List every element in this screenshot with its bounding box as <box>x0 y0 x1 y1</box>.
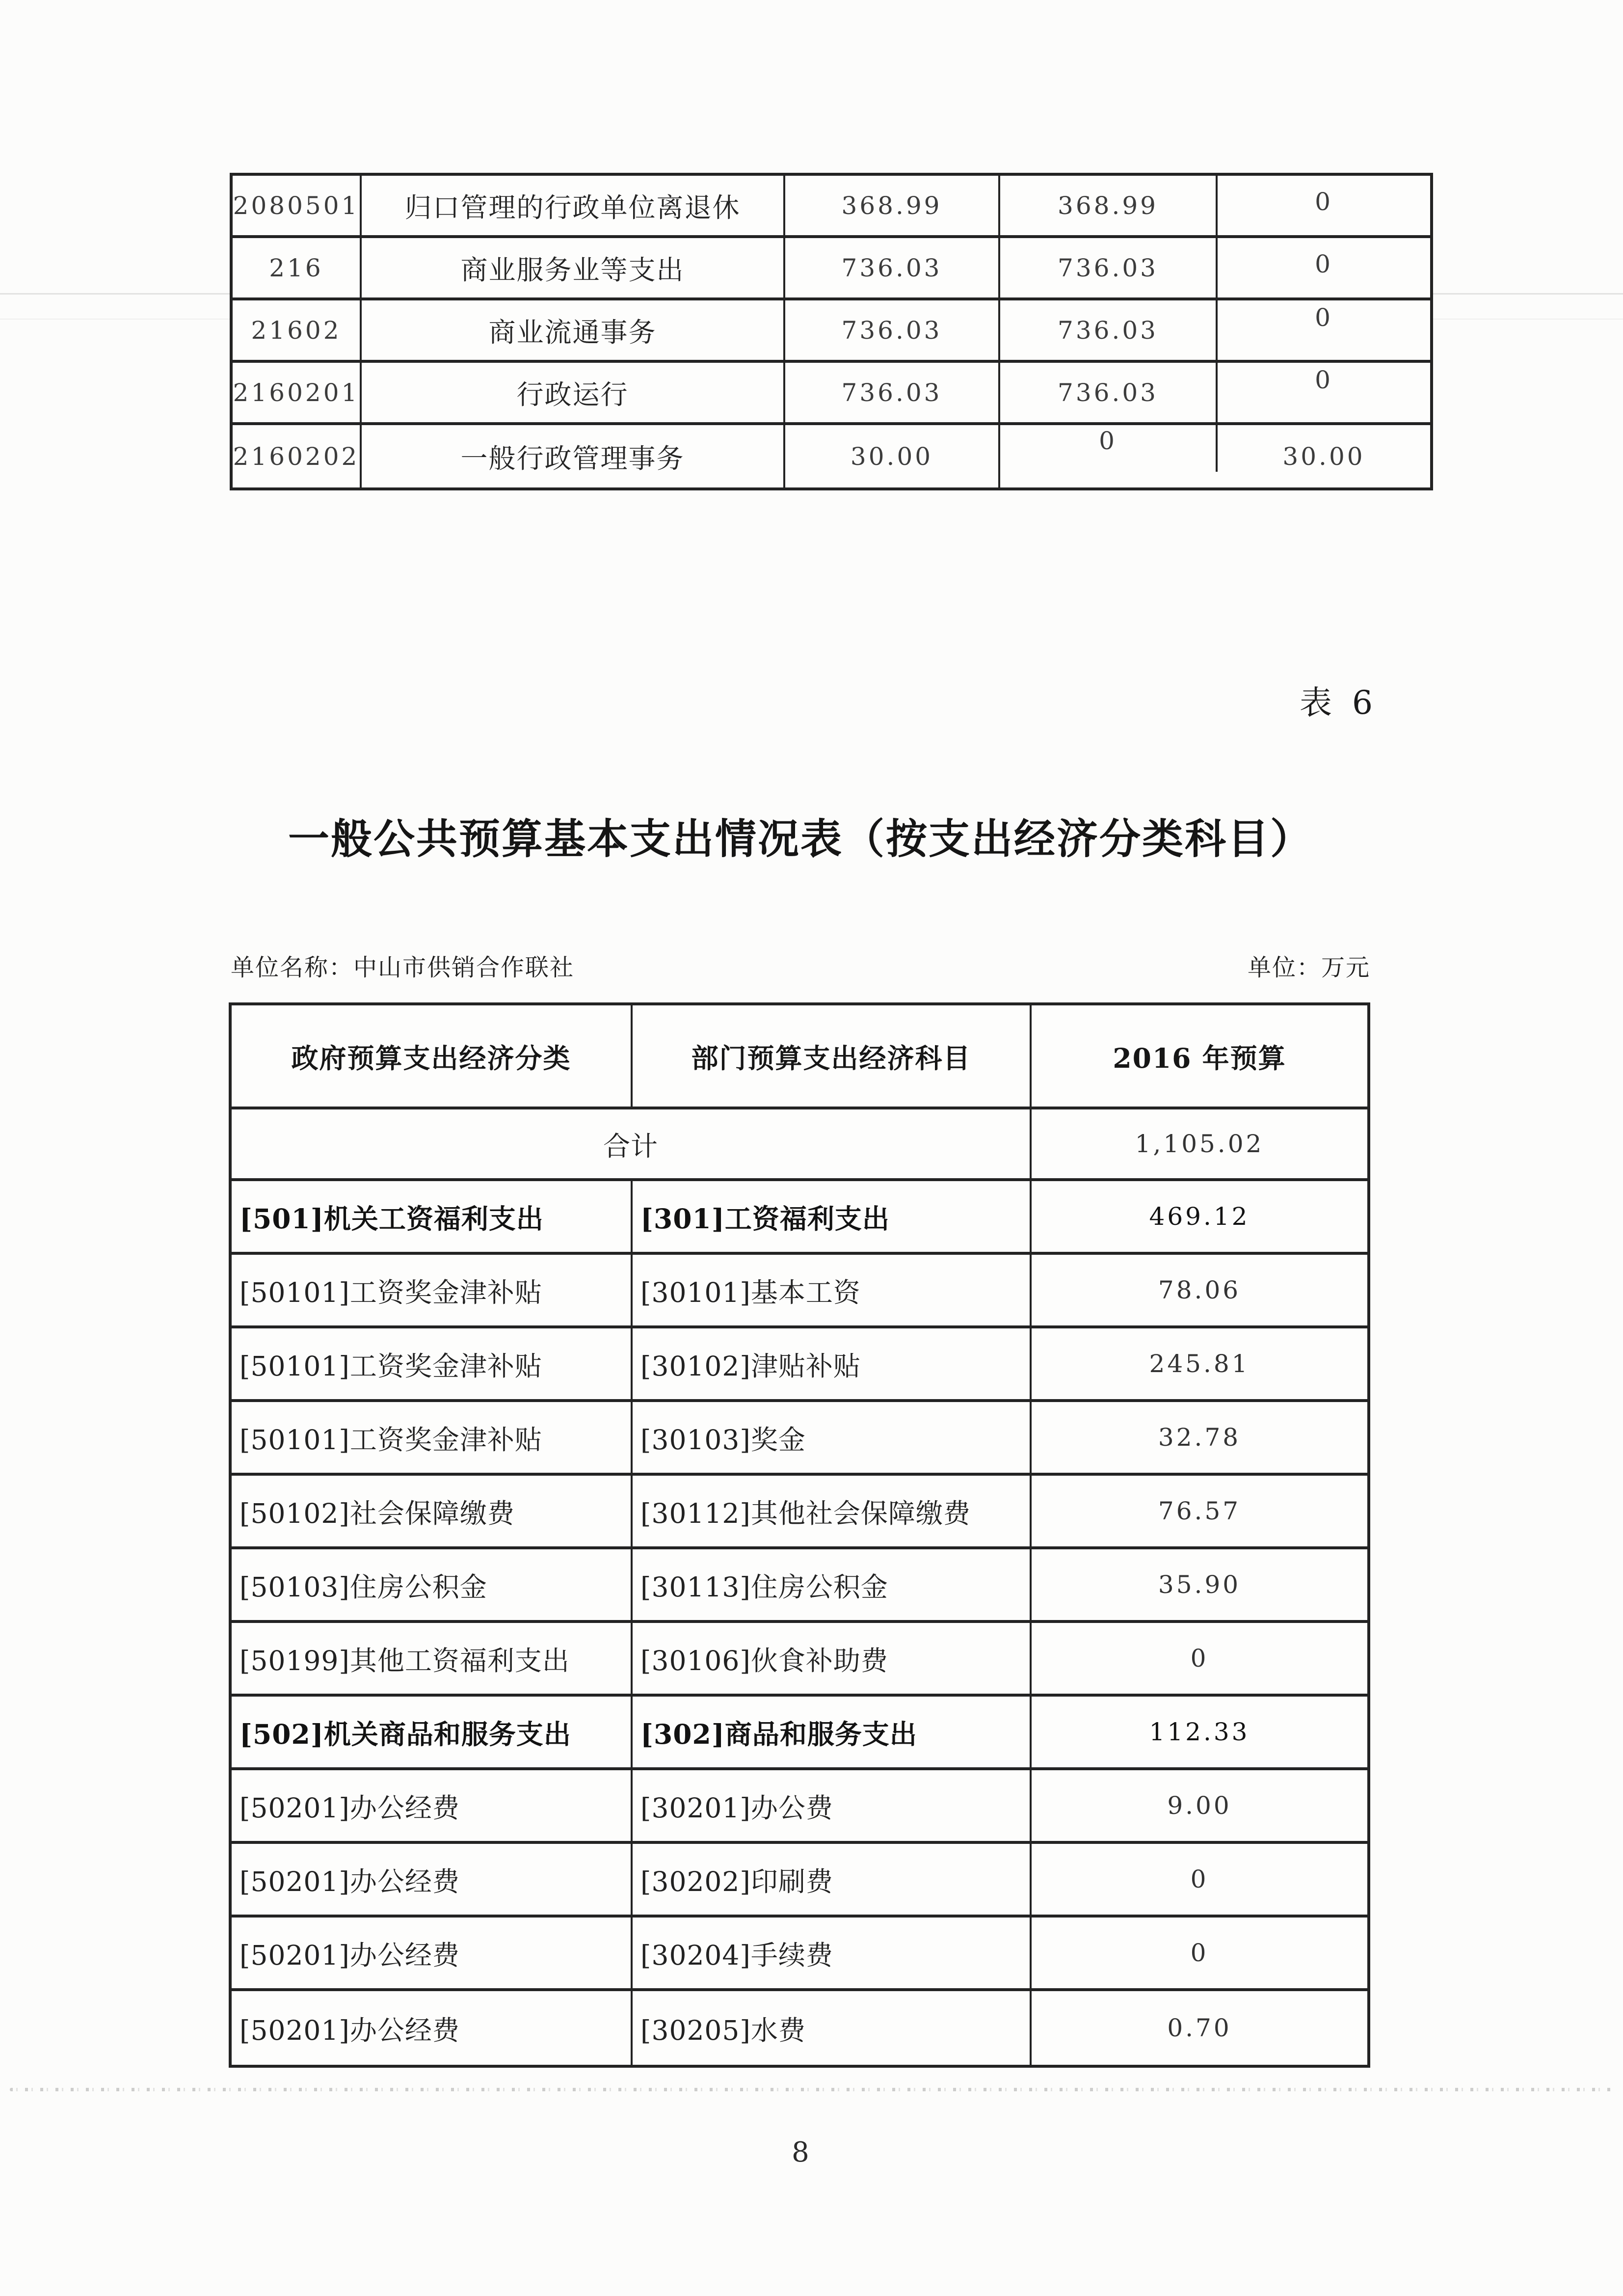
economic-classification-table <box>229 1002 1370 2068</box>
cell-gov: [501]机关工资福利支出 <box>232 1181 633 1252</box>
total-value: 1,105.02 <box>1135 1130 1264 1158</box>
cell-value: 0 <box>1315 249 1333 278</box>
cell-code: 2080501 <box>233 176 362 235</box>
cell-name: 归口管理的行政单位离退休 <box>362 176 785 235</box>
cell-gov: [50103]住房公积金 <box>232 1549 633 1620</box>
cell-gov: [50102]社会保障缴费 <box>232 1476 633 1546</box>
cell-value: 0 <box>1000 409 1218 472</box>
cell-budget: 78.06 <box>1158 1276 1241 1304</box>
cell-budget: 0 <box>1190 1644 1209 1673</box>
cell-budget: 35.90 <box>1158 1570 1241 1599</box>
cell-code: 216 <box>233 238 362 297</box>
cell-gov: [50101]工资奖金津补贴 <box>232 1402 633 1473</box>
cell-gov: [50199]其他工资福利支出 <box>232 1623 633 1694</box>
cell-dept: [302]商品和服务支出 <box>633 1697 1032 1767</box>
cell-code: 2160202 <box>233 425 362 487</box>
cell-value: 30.00 <box>785 425 1000 487</box>
cell-value: 736.03 <box>785 363 1000 422</box>
cell-code: 2160201 <box>233 363 362 422</box>
table-row <box>233 363 1430 425</box>
cell-dept: [30202]印刷费 <box>633 1844 1032 1915</box>
cell-value: 0 <box>1315 303 1333 332</box>
table-row <box>232 1328 1367 1402</box>
scan-noise-line <box>10 2088 1613 2091</box>
table-row <box>232 1549 1367 1623</box>
cell-gov: [50101]工资奖金津补贴 <box>232 1328 633 1399</box>
cell-gov: [50201]办公经费 <box>232 1770 633 1841</box>
header-dept-classification: 部门预算支出经济科目 <box>633 1005 1032 1107</box>
header-budget-2016: 2016 年预算 <box>1113 1042 1286 1074</box>
cell-value: 736.03 <box>785 300 1000 360</box>
cell-budget: 245.81 <box>1149 1350 1250 1378</box>
cell-budget: 469.12 <box>1149 1202 1250 1231</box>
cell-gov: [50201]办公经费 <box>232 1918 633 1988</box>
header-gov-classification: 政府预算支出经济分类 <box>232 1005 633 1107</box>
cell-dept: [30204]手续费 <box>633 1918 1032 1988</box>
table-row <box>233 176 1430 238</box>
cell-gov: [50201]办公经费 <box>232 1991 633 2065</box>
table-6-label: 表 6 <box>1300 684 1378 722</box>
cell-dept: [30101]基本工资 <box>633 1255 1032 1325</box>
cell-value: 0 <box>1315 365 1333 394</box>
table-total-row <box>232 1109 1367 1181</box>
unit-name-label: 单位名称：中山市供销合作联社 <box>231 954 575 981</box>
cell-value: 736.03 <box>1000 300 1218 360</box>
cell-name: 商业流通事务 <box>362 300 785 360</box>
cell-budget: 0 <box>1190 1939 1209 1967</box>
cell-budget: 32.78 <box>1158 1423 1241 1452</box>
table-row <box>232 1770 1367 1844</box>
table-row <box>232 1991 1367 2065</box>
table-row <box>232 1697 1367 1770</box>
total-label: 合计 <box>232 1109 1032 1178</box>
cell-value: 368.99 <box>1000 176 1218 235</box>
cell-value: 736.03 <box>785 238 1000 297</box>
cell-name: 行政运行 <box>362 363 785 422</box>
cell-name: 商业服务业等支出 <box>362 238 785 297</box>
table-row <box>233 425 1430 487</box>
table-row <box>232 1844 1367 1918</box>
table-row <box>232 1476 1367 1549</box>
table-row <box>232 1402 1367 1476</box>
cell-dept: [30201]办公费 <box>633 1770 1032 1841</box>
table-row <box>232 1255 1367 1328</box>
cell-budget: 9.00 <box>1167 1791 1232 1820</box>
cell-dept: [30112]其他社会保障缴费 <box>633 1476 1032 1546</box>
cell-budget: 112.33 <box>1149 1718 1250 1746</box>
cell-value: 30.00 <box>1282 442 1365 471</box>
cell-budget: 76.57 <box>1158 1497 1241 1525</box>
table-row <box>232 1623 1367 1697</box>
cell-dept: [30103]奖金 <box>633 1402 1032 1473</box>
cell-value: 368.99 <box>785 176 1000 235</box>
table-header-row <box>232 1005 1367 1109</box>
cell-dept: [30106]伙食补助费 <box>633 1623 1032 1694</box>
cell-value: 0 <box>1315 187 1333 216</box>
cell-name: 一般行政管理事务 <box>362 425 785 487</box>
cell-dept: [30205]水费 <box>633 1991 1032 2065</box>
cell-gov: [50201]办公经费 <box>232 1844 633 1915</box>
cell-gov: [502]机关商品和服务支出 <box>232 1697 633 1767</box>
table-row <box>232 1181 1367 1255</box>
table-row <box>232 1918 1367 1991</box>
cell-code: 21602 <box>233 300 362 360</box>
page-number: 8 <box>792 2136 809 2168</box>
unit-info-row <box>231 948 1370 982</box>
budget-table-continued <box>230 173 1433 490</box>
cell-budget: 0.70 <box>1167 2014 1232 2042</box>
cell-gov: [50101]工资奖金津补贴 <box>232 1255 633 1325</box>
cell-budget: 0 <box>1190 1865 1209 1893</box>
cell-value: 736.03 <box>1000 363 1218 422</box>
unit-label: 单位：万元 <box>1247 954 1370 981</box>
cell-dept: [301]工资福利支出 <box>633 1181 1032 1252</box>
cell-dept: [30102]津贴补贴 <box>633 1328 1032 1399</box>
cell-value: 736.03 <box>1000 238 1218 297</box>
cell-dept: [30113]住房公积金 <box>633 1549 1032 1620</box>
page-title: 一般公共预算基本支出情况表（按支出经济分类科目） <box>288 816 1313 862</box>
